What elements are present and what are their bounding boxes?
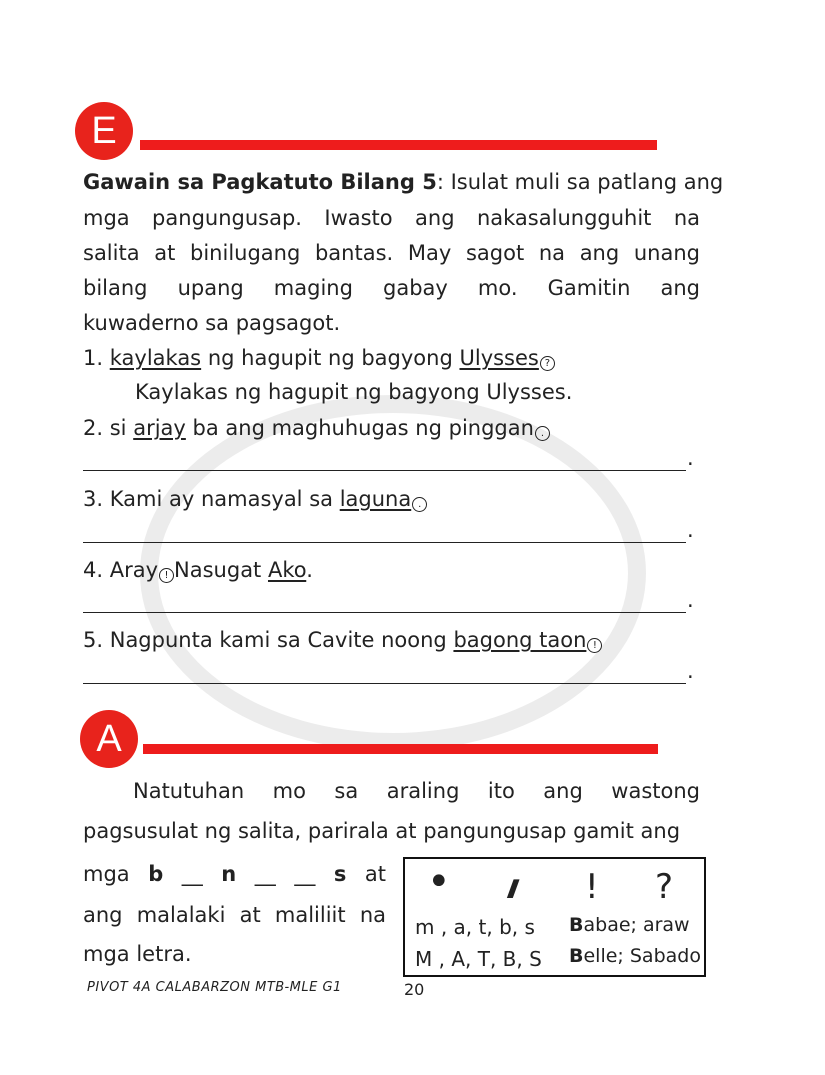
- item-1-answer: Kaylakas ng hagupit ng bagyong Ulysses.: [135, 380, 573, 404]
- footer-source: PIVOT 4A CALABARZON MTB-MLE G1: [87, 980, 342, 995]
- underlined-word: Ulysses: [459, 346, 539, 370]
- exclamation-symbol: !: [585, 867, 599, 907]
- instructions-line-3: salita at binilugang bantas. May sagot na ang unang: [83, 241, 700, 265]
- summary-line-3: mga b __ n __ __ s at: [83, 862, 386, 886]
- page-number: 20: [404, 980, 425, 999]
- answer-blank-3[interactable]: [83, 542, 686, 543]
- answer-blank-4[interactable]: [83, 612, 686, 613]
- item-4: 4. Aray ! Nasugat Ako.: [83, 558, 313, 582]
- answer-blank-5[interactable]: [83, 683, 686, 684]
- uppercase-letters: M , A, T, B, S: [415, 947, 542, 971]
- answer-blank-2[interactable]: [83, 470, 686, 471]
- circled-punctuation: .: [535, 426, 550, 441]
- circled-punctuation: ?: [540, 356, 555, 371]
- circled-punctuation: .: [412, 497, 427, 512]
- instructions-line-4: bilang upang maging gabay mo. Gamitin ang: [83, 276, 700, 300]
- summary-line-5: mga letra.: [83, 942, 192, 966]
- bantas-summary-box: [403, 857, 706, 977]
- summary-line-4: ang malalaki at maliliit na: [83, 903, 386, 927]
- example-1: Babae; araw: [569, 914, 690, 936]
- summary-line-1: Natutuhan mo sa araling ito ang wastong: [133, 779, 700, 803]
- underlined-word: arjay: [133, 416, 186, 440]
- summary-line-2: pagsusulat ng salita, parirala at pangungusap gamit ang: [83, 819, 681, 843]
- instructions-line-2: mga pangungusap. Iwasto ang nakasalungguhit na: [83, 206, 700, 230]
- circled-punctuation: !: [587, 638, 602, 653]
- comma-symbol: ı: [500, 867, 527, 907]
- item-1: 1. kaylakas ng hagupit ng bagyong Ulysses ?: [83, 343, 555, 373]
- section-e-rule: [140, 140, 657, 150]
- lowercase-letters: m , a, t, b, s: [415, 915, 535, 939]
- item-5: 5. Nagpunta kami sa Cavite noong bagong taon !: [83, 625, 602, 655]
- section-a-badge: A: [80, 710, 138, 768]
- underlined-word: kaylakas: [109, 346, 202, 370]
- activity-title: Gawain sa Pagkatuto Bilang 5: [83, 170, 437, 194]
- instructions-line-5: kuwaderno sa pagsagot.: [83, 311, 341, 335]
- underlined-word: bagong taon: [453, 628, 587, 652]
- item-3: 3. Kami ay namasyal sa laguna .: [83, 484, 427, 514]
- instructions-line-1: Gawain sa Pagkatuto Bilang 5: Isulat muli sa patlang ang: [83, 170, 724, 194]
- underlined-word: laguna: [339, 487, 412, 511]
- period-symbol: •: [427, 859, 451, 905]
- circled-punctuation: !: [159, 568, 174, 583]
- section-a-rule: [143, 744, 658, 754]
- section-e-badge: E: [75, 102, 133, 160]
- underlined-word: Ako: [267, 558, 307, 582]
- item-2: 2. si arjay ba ang maghuhugas ng pinggan .: [83, 413, 550, 443]
- example-2: Belle; Sabado: [569, 945, 701, 967]
- question-symbol: ?: [655, 867, 674, 907]
